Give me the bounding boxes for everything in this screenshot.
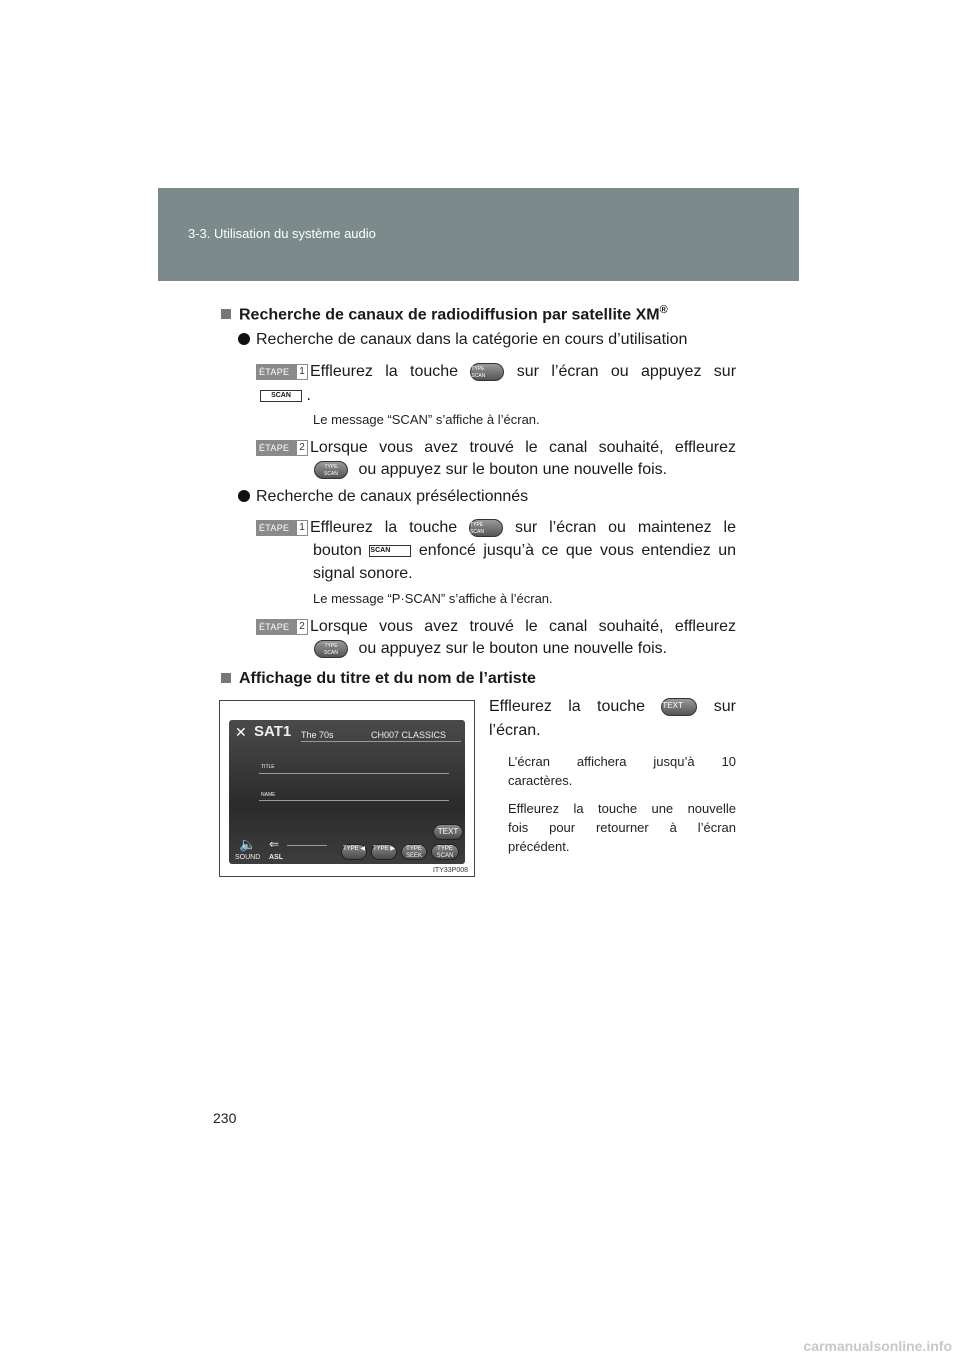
step-note: Le message “P·SCAN” s’affiche à l’écran.	[313, 591, 553, 606]
watermark: carmanualsonline.info	[803, 1338, 952, 1354]
audio-screen-figure	[219, 700, 475, 877]
step-badge-2	[256, 440, 308, 456]
name-field-label: NAME	[261, 792, 276, 798]
sound-label[interactable]: SOUND	[235, 854, 261, 861]
icon-label-1: TYPE	[324, 643, 338, 649]
section-title: 3-3. Utilisation du système audio	[188, 226, 376, 241]
title-field-label: TITLE	[261, 764, 275, 770]
type-scan-button-icon	[470, 363, 504, 381]
step-number: 2	[296, 440, 308, 456]
icon-label-2: SCAN	[324, 650, 338, 656]
note-text: caractères.	[508, 773, 573, 788]
step-label: ÉTAPE	[259, 443, 290, 453]
note-text: fois pour retourner à l’écran	[508, 820, 736, 835]
text-fragment: Effleurez la touche	[310, 363, 459, 381]
scan-key-line	[260, 387, 311, 405]
instruction-text	[489, 698, 736, 716]
text-fragment: sur l’écran ou appuyez sur	[516, 363, 737, 381]
text-fragment: .	[306, 387, 311, 404]
text-fragment: bouton	[313, 542, 362, 559]
icon-label-1: TYPE	[470, 522, 484, 528]
step-label: ÉTAPE	[259, 367, 290, 377]
registered-mark: ®	[659, 304, 668, 316]
round-bullet-icon	[238, 490, 250, 502]
text-fragment: Effleurez la touche	[489, 698, 646, 716]
square-bullet-icon	[221, 309, 231, 319]
step-text	[310, 363, 736, 381]
type-seek-button[interactable]: TYPE SEEK	[401, 844, 427, 860]
icon-label-2: SCAN	[324, 471, 338, 477]
step-note: Le message “SCAN” s’affiche à l’écran.	[313, 412, 540, 427]
step-text	[310, 519, 736, 537]
step-text: Lorsque vous avez trouvé le canal souhaité, effleurez	[310, 618, 736, 635]
satellite-icon: ✕	[235, 724, 247, 740]
step-text	[314, 640, 667, 658]
step-badge-2	[256, 619, 308, 635]
audio-screen	[229, 720, 465, 864]
asl-icon[interactable]: ⇐	[269, 837, 280, 851]
subheading-text: Recherche de canaux présélectionnés	[256, 488, 529, 505]
title-field-line	[259, 773, 449, 774]
page-number: 230	[213, 1110, 237, 1126]
step-text	[313, 542, 736, 560]
section-heading-title-artist	[221, 670, 536, 688]
text-button-icon: TEXT	[661, 698, 697, 716]
text-fragment: Effleurez la touche	[310, 519, 458, 537]
speaker-icon[interactable]: 🔈	[239, 836, 257, 852]
step-label: ÉTAPE	[259, 622, 290, 632]
type-prev-button[interactable]: TYPE ◀	[341, 844, 367, 860]
band-label: SAT1	[254, 723, 292, 740]
divider	[301, 741, 461, 742]
note-text: Effleurez la touche une nouvelle	[508, 801, 736, 816]
type-next-button[interactable]: TYPE ▶	[371, 844, 397, 860]
asl-line	[287, 845, 327, 846]
type-scan-button[interactable]: TYPE SCAN	[431, 844, 459, 860]
step-text	[314, 461, 667, 479]
subheading-text: Recherche de canaux dans la catégorie en cours d’utilisation	[256, 331, 688, 348]
text-fragment: ou appuyez sur le bouton une nouvelle fois.	[358, 640, 668, 658]
scan-key-icon: SCAN	[369, 545, 411, 557]
icon-label-1: TYPE	[324, 464, 338, 470]
step-badge-1	[256, 520, 308, 536]
text-fragment: enfoncé jusqu’à ce que vous entendiez un	[418, 542, 736, 559]
round-bullet-icon	[238, 333, 250, 345]
subheading-category-scan	[238, 331, 687, 349]
step-text: signal sonore.	[313, 565, 413, 582]
instruction-text: l’écran.	[489, 722, 541, 739]
figure-caption: ITY33P008	[432, 867, 468, 874]
note-text: L’écran affichera jusqu’à 10	[508, 754, 736, 769]
name-field-line	[259, 800, 449, 801]
icon-label-2: SCAN	[471, 373, 486, 379]
step-badge-1	[256, 364, 308, 380]
type-scan-button-icon	[469, 519, 503, 537]
text-fragment: sur l’écran ou maintenez le	[514, 519, 736, 537]
type-scan-button-icon	[314, 461, 348, 479]
text-fragment: sur	[713, 698, 736, 716]
step-number: 2	[296, 619, 308, 635]
icon-label-2: SCAN	[470, 529, 484, 535]
step-text: Lorsque vous avez trouvé le canal souhaité, effleurez	[310, 439, 736, 456]
channel-label: CH007 CLASSICS	[371, 730, 447, 740]
note-text: précédent.	[508, 839, 570, 854]
asl-label[interactable]: ASL	[269, 854, 283, 861]
square-bullet-icon	[221, 673, 231, 683]
icon-label-1: TYPE	[471, 366, 485, 372]
step-label: ÉTAPE	[259, 523, 290, 533]
text-fragment: ou appuyez sur le bouton une nouvelle fois.	[358, 461, 668, 479]
scan-key-icon: SCAN	[260, 390, 302, 402]
header-band	[158, 188, 799, 281]
step-number: 1	[296, 364, 308, 380]
category-label: The 70s	[301, 730, 334, 740]
section-heading-xm	[221, 304, 668, 324]
heading-text: Affichage du titre et du nom de l’artiste	[239, 670, 536, 687]
subheading-preset-scan	[238, 488, 528, 506]
heading-text: Recherche de canaux de radiodiffusion par satellite XM	[239, 306, 660, 324]
type-scan-button-icon	[314, 640, 348, 658]
step-number: 1	[296, 520, 308, 536]
text-button[interactable]: TEXT	[433, 824, 463, 840]
